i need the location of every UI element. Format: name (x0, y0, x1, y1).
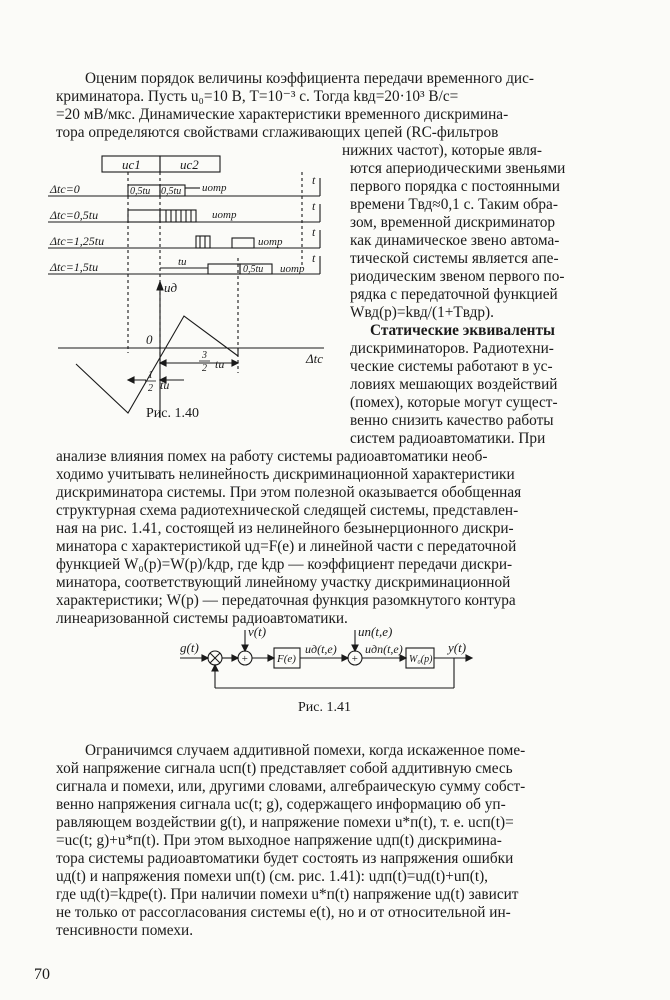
fraction-num: 1 (148, 370, 153, 381)
section-heading: Статические эквиваленты (370, 322, 555, 339)
paragraph-line: характеристики; W(p) — передаточная функция разомкнутого контура (56, 592, 516, 609)
uotr-label: uотр (280, 263, 305, 275)
pulse-rect (232, 238, 254, 248)
paragraph-line: анализе влияния помех на работу системы радиоавтоматики необ- (56, 448, 488, 465)
paragraph-line: сигнала и помехи, или, другими словами, алгебраическую сумму собст- (56, 778, 526, 795)
paragraph-line: криминатора. Пусть u₀=10 В, T=10⁻³ с. Тогда kвд=20·10³ В/с= (56, 88, 459, 105)
paragraph-line: первого порядка с постоянными (350, 178, 560, 195)
paragraph-line: Wвд(p)=kвд/(1+Tвдp). (350, 304, 494, 321)
row-dt-label: Δtc=0 (50, 182, 80, 196)
pulse-label: 0,5tи (130, 186, 151, 197)
fraction-t: tи (160, 378, 170, 392)
pulse-label: 0,5tи (243, 264, 264, 275)
pulse-rect (196, 236, 210, 248)
fraction-num: 3 (202, 350, 207, 361)
paragraph-line: функцией W₀(p)=W(p)/kдр, где kдр — коэффициент передачи дискри- (56, 556, 513, 573)
paragraph-line: как динамическое звено автома- (350, 232, 560, 249)
paragraph-line: линеаризованной системы радиоавтоматики. (56, 610, 348, 627)
t-label: t (312, 199, 316, 213)
origin-label: 0 (146, 332, 153, 347)
paragraph-line: ловиях мешающих воздействий (350, 376, 558, 393)
row-dt-label: Δtc=1,25tи (50, 234, 105, 248)
paragraph-line: нижних частот), которые явля- (342, 142, 543, 159)
paragraph-line: ходимо учитывать нелинейность дискриминационной характеристики (56, 466, 515, 483)
paragraph-line: равляющем воздействии g(t), и напряжение помехи u*п(t), т. е. uсп(t)= (56, 814, 514, 831)
row-dt-label: Δtc=0,5tи (50, 208, 99, 222)
paragraph-line: =uс(t; g)+u*п(t). При этом выходное напряжение uдп(t) дискримина- (56, 832, 502, 849)
disturbance-label: v(t) (248, 626, 267, 639)
paragraph-line: минатора с характеристикой uд=F(e) и линейной части с передаточной (56, 538, 517, 555)
f-block-label: F(e) (277, 653, 296, 665)
paragraph-line: систем радиоавтоматики. При (350, 430, 546, 447)
fraction-den: 2 (202, 363, 207, 374)
paragraph-line: структурная схема радиотехнической следящей системы, представлен- (56, 502, 519, 519)
ud-label: uд(t,e) (305, 642, 337, 656)
paragraph-line: Ограничимся случаем аддитивной помехи, когда искаженное поме- (85, 742, 526, 759)
paragraph-line: венно напряжения сигнала uс(t; g), содержащего информацию об уп- (56, 796, 506, 813)
udp-label: uдп(t,e) (365, 642, 403, 656)
fraction-den: 2 (148, 383, 153, 394)
output-label: y(t) (448, 640, 467, 655)
uc1-label: uc1 (122, 157, 141, 172)
plus-sign: + (241, 653, 249, 665)
paragraph-line: =20 мВ/мкс. Динамические характеристики временного дискримина- (56, 106, 509, 123)
pulse-label: 0,5tи (161, 186, 182, 197)
uotr-label: uотр (202, 182, 227, 194)
plus-sign: + (351, 653, 359, 665)
noise-label: uп(t,e) (358, 626, 393, 639)
uotr-label: uотр (212, 209, 237, 221)
pulse-rect (208, 264, 240, 274)
paragraph-line: венно снизить качество работы (350, 412, 554, 429)
paragraph-line: тора определяются свойствами сглаживающих цепей (RC-фильтров (56, 124, 499, 141)
paragraph-line: Оценим порядок величины коэффициента передачи временного дис- (85, 70, 534, 87)
paragraph-line: риодическим звеном первого по- (350, 268, 565, 285)
ti-label: tи (178, 256, 187, 268)
paragraph-line: минатора, соответствующий линейному участку дискриминационной (56, 574, 511, 591)
figure-1-40 (40, 148, 340, 420)
axis-ud-label: uд (164, 280, 178, 295)
axis-dtc-label: Δtc (306, 351, 324, 366)
t-label: t (312, 225, 316, 239)
paragraph-line: дискриминатора системы. При этом полезной оказывается обобщенная (56, 484, 522, 501)
row-dt-label: Δtc=1,5tи (50, 260, 99, 274)
paragraph-line: (помех), которые могут сущест- (350, 394, 558, 411)
input-label: g(t) (180, 640, 199, 655)
paragraph-line: времени Tвд≈0,1 с. Таким обра- (350, 196, 558, 213)
characteristic-curve (76, 316, 238, 413)
page-number: 70 (34, 966, 50, 983)
uc2-label: uc2 (180, 157, 199, 172)
paragraph-line: ются апериодическими звеньями (350, 160, 566, 177)
paragraph-line: где uд(t)=kдрe(t). При наличии помехи u*п(t) напряжение uд(t) зависит (56, 886, 519, 903)
figure-1-40-caption: Рис. 1.40 (146, 406, 199, 421)
fraction-t: tи (215, 357, 225, 371)
paragraph-line: ческие системы работают в ус- (350, 358, 553, 375)
pulse-rect (128, 210, 160, 222)
figure-1-41-caption: Рис. 1.41 (298, 700, 351, 715)
w-block-label: W₀(p) (409, 654, 433, 665)
uotr-label: uотр (258, 236, 283, 248)
t-label: t (312, 251, 316, 265)
paragraph-line: зом, временной дискриминатор (350, 214, 556, 231)
paragraph-line: дискриминаторов. Радиотехни- (350, 340, 554, 357)
paragraph-line: тора системы радиоавтоматики будет состоять из напряжения ошибки (56, 850, 514, 867)
paragraph-line: не только от рассогласования системы e(t), но и от относительной ин- (56, 904, 511, 921)
paragraph-line: ная на рис. 1.41, состоящей из нелинейного безынерционного дискри- (56, 520, 514, 537)
paragraph-line: тической системы является апе- (350, 250, 559, 267)
paragraph-line: тенсивности помехи. (56, 922, 194, 939)
paragraph-line: uд(t) и напряжения помехи uп(t) (см. рис. 1.41): uдп(t)=uд(t)+uп(t), (56, 868, 489, 885)
t-label: t (312, 173, 316, 187)
paragraph-line: рядка с передаточной функцией (350, 286, 558, 303)
paragraph-line: хой напряжение сигнала uсп(t) представляет собой аддитивную смесь (56, 760, 513, 777)
